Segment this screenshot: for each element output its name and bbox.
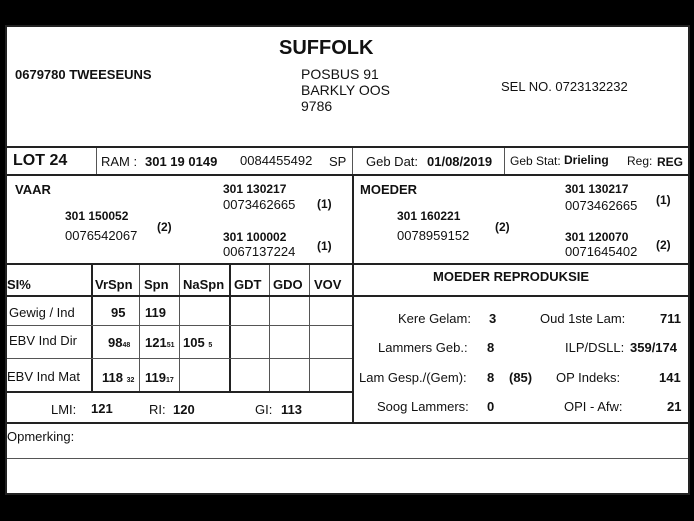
gi-label: GI:: [255, 402, 273, 417]
op-label: OP Indeks:: [556, 370, 621, 385]
ri-value: 120: [173, 402, 195, 417]
divider: [269, 265, 270, 392]
dam-dam-id: 301 120070: [565, 230, 629, 244]
sire-sire-mark: (1): [317, 197, 332, 211]
reg-value: REG: [657, 155, 684, 169]
lot-label: LOT 24: [13, 152, 68, 169]
divider: [7, 295, 354, 297]
ram-tag: 0084455492: [240, 153, 313, 168]
dam-sire-tag: 0073462665: [565, 198, 638, 213]
sire-tag: 0076542067: [65, 228, 138, 243]
remark-label: Opmerking:: [7, 429, 75, 444]
sale-card: [5, 25, 690, 495]
divider: [352, 148, 353, 174]
address-postcode: 9786: [301, 98, 333, 114]
breed-title: SUFFOLK: [279, 37, 374, 59]
dam-dam-tag: 0071645402: [565, 244, 638, 259]
gesp-label: Lam Gesp./(Gem):: [359, 370, 467, 385]
ram-sp: SP: [329, 154, 347, 169]
lot-number: 24: [49, 152, 68, 169]
ebv-mat-spn-acc: 17: [165, 377, 174, 384]
divider: [309, 265, 310, 392]
sire-title: VAAR: [15, 182, 51, 197]
address-line-2: BARKLY OOS: [301, 82, 390, 98]
sire-dam-mark: (1): [317, 239, 332, 253]
ebv-dir-naspn: 105 5: [183, 335, 213, 350]
sire-dam-tag: 0067137224: [223, 244, 296, 259]
divider: [229, 265, 231, 392]
sire-dam-id: 301 100002: [223, 230, 287, 244]
address-line-1: POSBUS 91: [301, 66, 379, 82]
owner-name: 0679780 TWEESEUNS: [15, 67, 152, 82]
ebv-mat-vrspn-acc: 32: [126, 377, 135, 384]
gdo-header: GDO: [273, 277, 303, 292]
dam-sire-id: 301 130217: [565, 182, 629, 196]
divider: [7, 391, 354, 393]
divider: [179, 265, 180, 392]
lammers-label: Lammers Geb.:: [378, 340, 468, 355]
op-value: 141: [659, 370, 681, 385]
divider: [7, 422, 688, 424]
lmi-value: 121: [91, 401, 113, 416]
gem-value: (85): [509, 370, 533, 385]
weight-spn: 119: [145, 305, 166, 320]
ebv-dir-spn-acc: 51: [166, 342, 175, 349]
oud-value: 711: [660, 311, 681, 326]
divider: [7, 325, 352, 326]
ebv-mat-vrspn: 118 32: [102, 370, 135, 385]
lammers-value: 8: [487, 340, 495, 355]
divider: [96, 148, 97, 174]
gesp-value: 8: [487, 370, 495, 385]
ebv-dir-vrspn: 9848: [108, 335, 131, 350]
kere-value: 3: [489, 311, 497, 326]
row-label-weight: Gewig / Ind: [9, 305, 75, 320]
dam-mark: (2): [495, 220, 510, 234]
dam-dam-mark: (2): [656, 238, 671, 252]
lmi-label: LMI:: [51, 402, 77, 417]
oud-label: Oud 1ste Lam:: [540, 311, 626, 326]
ebv-dir-naspn-acc: 5: [208, 342, 213, 349]
divider: [7, 263, 688, 265]
ilp-label: ILP/DSLL:: [565, 340, 625, 355]
phone-number: SEL NO. 0723132232: [501, 79, 628, 94]
divider: [352, 176, 354, 422]
dam-sire-mark: (1): [656, 193, 671, 207]
dam-id: 301 160221: [397, 209, 461, 223]
sire-mark: (2): [157, 220, 172, 234]
reproduction-title: MOEDER REPRODUKSIE: [433, 269, 590, 284]
row-label-ebv-mat: EBV Ind Mat: [7, 369, 80, 384]
birth-date: 01/08/2019: [427, 154, 493, 169]
sire-sire-tag: 0073462665: [223, 197, 296, 212]
divider: [7, 146, 688, 148]
birth-status-label: Geb Stat:: [510, 154, 561, 168]
ri-label: RI:: [149, 402, 166, 417]
birth-status: Drieling: [564, 153, 609, 167]
ebv-dir-spn: 12151: [145, 335, 175, 350]
gi-value: 113: [281, 402, 302, 417]
dam-tag: 0078959152: [397, 228, 470, 243]
soog-value: 0: [487, 399, 495, 414]
dam-title: MOEDER: [360, 182, 418, 197]
divider: [139, 265, 140, 392]
ilp-value: 359/174: [630, 340, 677, 355]
vov-header: VOV: [314, 277, 342, 292]
si-header: SI%: [7, 277, 31, 292]
divider: [504, 148, 505, 174]
ram-label: RAM :: [101, 154, 138, 169]
divider: [354, 295, 688, 297]
row-label-ebv-dir: EBV Ind Dir: [9, 333, 77, 348]
sire-sire-id: 301 130217: [223, 182, 287, 196]
divider: [91, 265, 93, 392]
weight-vrspn: 95: [111, 305, 126, 320]
reg-label: Reg:: [627, 154, 653, 168]
soog-label: Soog Lammers:: [377, 399, 469, 414]
ram-id: 301 19 0149: [145, 154, 218, 169]
divider: [7, 458, 688, 459]
vrspn-header: VrSpn: [95, 277, 133, 292]
gdt-header: GDT: [234, 277, 262, 292]
ebv-mat-spn: 11917: [145, 370, 174, 385]
ebv-dir-vrspn-acc: 48: [122, 342, 131, 349]
divider: [7, 358, 352, 359]
opi-label: OPI - Afw:: [564, 399, 623, 414]
birth-date-label: Geb Dat:: [366, 154, 419, 169]
naspn-header: NaSpn: [183, 277, 225, 292]
opi-value: 21: [667, 399, 682, 414]
spn-header: Spn: [144, 277, 169, 292]
divider: [7, 174, 688, 176]
kere-label: Kere Gelam:: [398, 311, 471, 326]
sire-id: 301 150052: [65, 209, 129, 223]
